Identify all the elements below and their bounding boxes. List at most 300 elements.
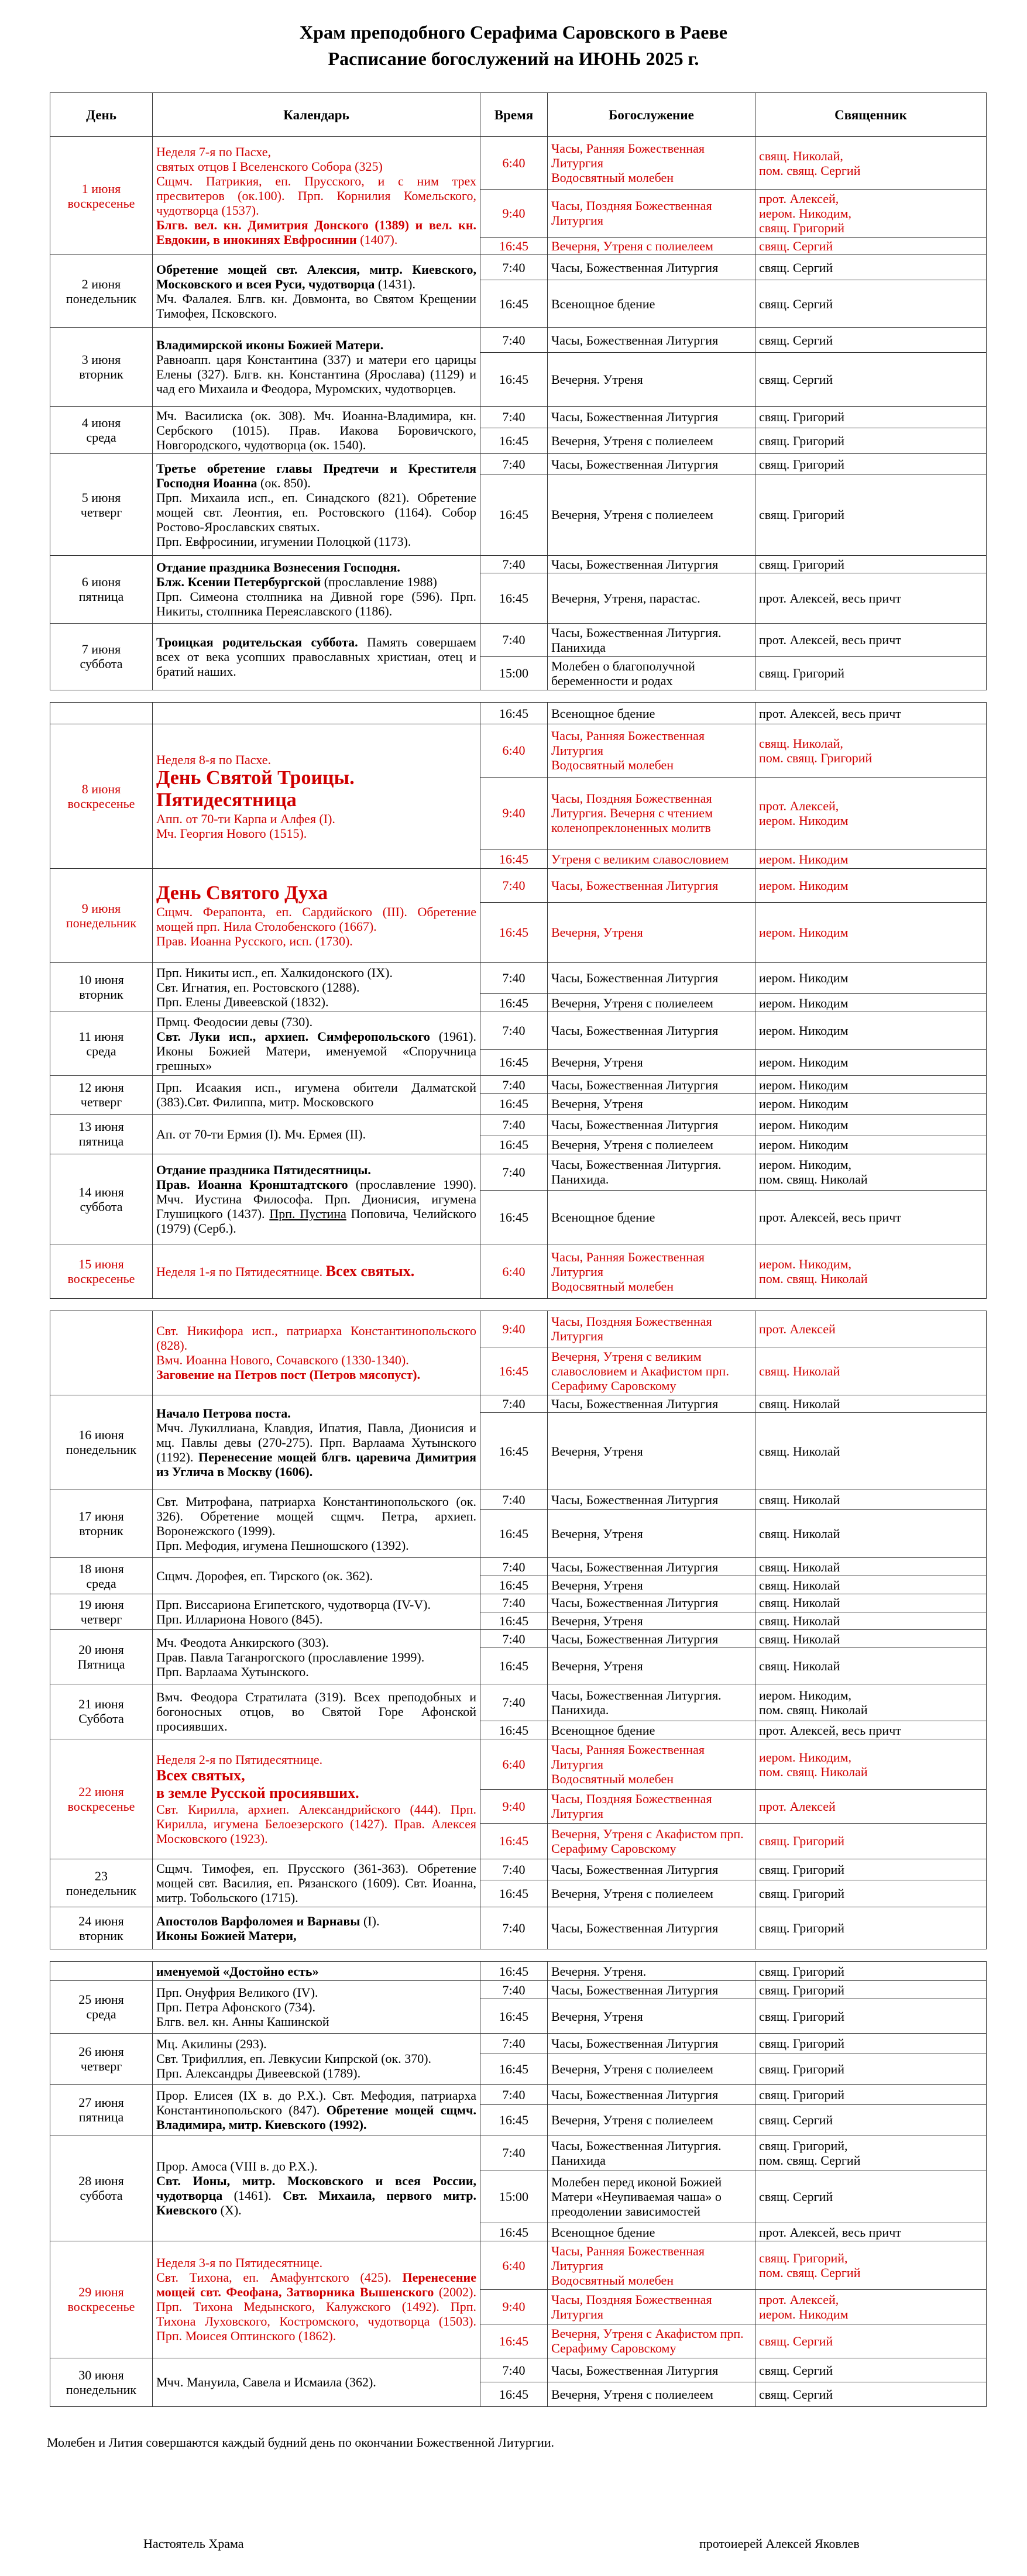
priest-cell: свящ. Григорий, пом. свящ. Сергий: [755, 2135, 987, 2171]
table-row: [50, 406, 987, 428]
time-cell: 7:40: [480, 2135, 548, 2171]
day-cell: 14 июня суббота: [50, 1154, 153, 1244]
calendar-cell: Неделя 8-я по Пасхе. День Святой Троицы. Пятидесятница Апп. от 70-ти Карпа и Алфея (I). Мч. Георгия Нового (1515).: [153, 724, 480, 869]
table-row: [50, 1630, 987, 1648]
calendar-cell: [153, 703, 480, 724]
time-cell: 7:40: [480, 255, 548, 280]
time-cell: 7:40: [480, 2084, 548, 2104]
time-cell: 16:45: [480, 2105, 548, 2135]
calendar-cell: Обретение мощей свт. Алексия, митр. Киевского, Московского и всея Руси, чудотворца (1431). Мч. Фалалея. Блгв. кн. Довмонта, во Святом Крещении Тимофея, Псковского.: [153, 255, 480, 328]
priest-cell: иером. Никодим: [755, 962, 987, 994]
service-cell: Вечерня, Утреня: [548, 1510, 755, 1558]
priest-cell: иером. Никодим, пом. свящ. Николай: [755, 1739, 987, 1789]
time-cell: 16:45: [480, 237, 548, 255]
time-cell: 9:40: [480, 2290, 548, 2324]
day-cell: 30 июня понедельник: [50, 2358, 153, 2406]
priest-cell: свящ. Сергий: [755, 2105, 987, 2135]
time-cell: 16:45: [480, 1999, 548, 2033]
priest-cell: прот. Алексей, иером. Никодим: [755, 2290, 987, 2324]
service-cell: Молебен о благополучной беременности и родах: [548, 656, 755, 690]
time-cell: 16:45: [480, 1880, 548, 1907]
service-cell: Вечерня, Утреня: [548, 1612, 755, 1630]
service-cell: Часы, Божественная Литургия: [548, 869, 755, 903]
priest-cell: свящ. Сергий: [755, 2382, 987, 2407]
time-cell: 16:45: [480, 1093, 548, 1114]
time-cell: 16:45: [480, 428, 548, 454]
calendar-cell: Отдание праздника Вознесения Господня. Блж. Ксении Петербургской (прославление 1988) Прп. Симеона столпника на Дивной горе (596). Прп. Никиты, столпника Переяславского (1186).: [153, 555, 480, 623]
time-cell: 16:45: [480, 1576, 548, 1594]
time-cell: 16:45: [480, 2382, 548, 2407]
signature-name: протоиерей Алексей Яковлев: [699, 2536, 860, 2551]
service-cell: Часы, Поздняя Божественная Литургия: [548, 2290, 755, 2324]
table-row: [50, 1490, 987, 1510]
priest-cell: свящ. Григорий: [755, 2033, 987, 2054]
priest-cell: иером. Никодим: [755, 902, 987, 962]
priest-cell: свящ. Сергий: [755, 255, 987, 280]
service-cell: Вечерня. Утреня.: [548, 1962, 755, 1981]
service-cell: Всенощное бдение: [548, 280, 755, 328]
priest-cell: свящ. Сергий: [755, 280, 987, 328]
day-cell: 21 июня Суббота: [50, 1684, 153, 1739]
time-cell: 16:45: [480, 1413, 548, 1490]
table-row: [50, 962, 987, 994]
priest-cell: свящ. Григорий: [755, 406, 987, 428]
priest-cell: свящ. Сергий: [755, 2171, 987, 2223]
day-cell: 4 июня среда: [50, 406, 153, 454]
time-cell: 7:40: [480, 328, 548, 353]
time-cell: 6:40: [480, 724, 548, 778]
calendar-cell: Сщмч. Тимофея, еп. Прусского (361-363). Обретение мощей свт. Василия, еп. Рязанского (1609). Свт. Иоанна, митр. Тобольского (1715).: [153, 1859, 480, 1907]
col-header-priest: Священник: [755, 93, 987, 137]
service-cell: Вечерня, Утреня с полиелеем: [548, 428, 755, 454]
day-cell: 11 июня среда: [50, 1012, 153, 1075]
priest-cell: свящ. Николай: [755, 1630, 987, 1648]
priest-cell: свящ. Николай: [755, 1347, 987, 1395]
signature-title: Настоятель Храма: [143, 2536, 244, 2551]
priest-cell: прот. Алексей, весь причт: [755, 623, 987, 656]
time-cell: 16:45: [480, 2223, 548, 2241]
priest-cell: иером. Никодим: [755, 1076, 987, 1094]
priest-cell: свящ. Николай: [755, 1648, 987, 1684]
table-row: [50, 454, 987, 474]
time-cell: 7:40: [480, 454, 548, 474]
priest-cell: иером. Никодим: [755, 869, 987, 903]
service-cell: Часы, Божественная Литургия: [548, 406, 755, 428]
time-cell: 9:40: [480, 1790, 548, 1823]
time-cell: 16:45: [480, 994, 548, 1012]
service-cell: Вечерня, Утреня: [548, 1093, 755, 1114]
service-cell: Вечерня, Утреня с полиелеем: [548, 1880, 755, 1907]
calendar-cell: Третье обретение главы Предтечи и Крестителя Господня Иоанна (ок. 850). Прп. Михаила исп., еп. Синадского (821). Обретение мощей свт. Леонтия, еп. Ростовского (1164). Собор Ростово-Ярославских святых. Прп. Евфросинии, игумении Полоцкой (1173).: [153, 454, 480, 555]
calendar-cell: День Святого Духа Сщмч. Ферапонта, еп. Сардийского (III). Обретение мощей прп. Нила Столобенского (1667). Прав. Иоанна Русского, исп. (1730).: [153, 869, 480, 963]
priest-cell: свящ. Николай: [755, 1395, 987, 1413]
calendar-cell: Неделя 1-я по Пятидесятнице. Всех святых.: [153, 1244, 480, 1299]
service-cell: Часы, Божественная Литургия. Панихида: [548, 2135, 755, 2171]
priest-cell: иером. Никодим: [755, 1012, 987, 1049]
service-cell: Вечерня, Утреня с полиелеем: [548, 2054, 755, 2085]
service-cell: Часы, Поздняя Божественная Литургия: [548, 1790, 755, 1823]
schedule-table-3: [50, 1311, 987, 1949]
service-cell: Часы, Божественная Литургия: [548, 2084, 755, 2104]
table-row: [50, 1076, 987, 1094]
day-cell: 27 июня пятница: [50, 2084, 153, 2135]
service-cell: Вечерня, Утреня: [548, 1049, 755, 1075]
service-cell: Вечерня, Утреня с полиелеем: [548, 994, 755, 1012]
table-row: [50, 1907, 987, 1949]
service-cell: Часы, Божественная Литургия: [548, 1012, 755, 1049]
day-cell: 18 июня среда: [50, 1558, 153, 1594]
table-row: [50, 1684, 987, 1721]
priest-cell: прот. Алексей, весь причт: [755, 1721, 987, 1739]
col-header-calendar: Календарь: [153, 93, 480, 137]
time-cell: 7:40: [480, 1594, 548, 1612]
time-cell: 7:40: [480, 555, 548, 573]
priest-cell: свящ. Григорий: [755, 1823, 987, 1859]
priest-cell: свящ. Сергий: [755, 237, 987, 255]
priest-cell: свящ. Николай: [755, 1594, 987, 1612]
calendar-cell: Неделя 7-я по Пасхе, святых отцов I Вселенского Собора (325) Сщмч. Патрикия, еп. Прусского, и с ним трех пресвитеров (ок.100). Прп. Корнилия Комельского, чудотворца (1537). Блгв. вел. кн. Димитрия Донского (1389) и вел. кн. Евдокии, в инокинях Евфросинии (1407).: [153, 137, 480, 255]
service-cell: Часы, Ранняя Божественная Литургия Водосвятный молебен: [548, 724, 755, 778]
priest-cell: свящ. Григорий: [755, 2054, 987, 2085]
time-cell: 7:40: [480, 1981, 548, 1999]
time-cell: 16:45: [480, 902, 548, 962]
service-cell: Часы, Божественная Литургия: [548, 1114, 755, 1136]
service-cell: Часы, Божественная Литургия: [548, 328, 755, 353]
priest-cell: прот. Алексей, иером. Никодим, свящ. Григорий: [755, 190, 987, 238]
priest-cell: иером. Никодим, пом. свящ. Николай: [755, 1684, 987, 1721]
service-cell: Вечерня, Утреня: [548, 1413, 755, 1490]
day-cell: [50, 1311, 153, 1395]
service-cell: Часы, Поздняя Божественная Литургия. Вечерня с чтением коленопреклоненных молитв: [548, 777, 755, 850]
schedule-table-1: [50, 92, 987, 690]
priest-cell: свящ. Григорий: [755, 474, 987, 556]
service-cell: Всенощное бдение: [548, 703, 755, 724]
time-cell: 16:45: [480, 474, 548, 556]
day-cell: 13 июня пятница: [50, 1114, 153, 1154]
calendar-cell: Мчч. Мануила, Савела и Исмаила (362).: [153, 2358, 480, 2406]
col-header-day: День: [50, 93, 153, 137]
calendar-cell: Апостолов Варфоломея и Варнавы (I). Иконы Божией Матери,: [153, 1907, 480, 1949]
priest-cell: прот. Алексей, весь причт: [755, 703, 987, 724]
service-cell: Утреня с великим славословием: [548, 850, 755, 869]
day-cell: 28 июня суббота: [50, 2135, 153, 2241]
table-row: [50, 1558, 987, 1576]
table-row: [50, 137, 987, 190]
time-cell: 15:00: [480, 2171, 548, 2223]
schedule-table-2: [50, 702, 987, 1299]
time-cell: 16:45: [480, 1510, 548, 1558]
service-cell: Часы, Божественная Литургия: [548, 255, 755, 280]
priest-cell: свящ. Николай: [755, 1612, 987, 1630]
priest-cell: свящ. Григорий: [755, 656, 987, 690]
time-cell: 7:40: [480, 2033, 548, 2054]
time-cell: 9:40: [480, 190, 548, 238]
day-cell: 5 июня четверг: [50, 454, 153, 555]
priest-cell: иером. Никодим: [755, 1136, 987, 1154]
priest-cell: иером. Никодим, пом. свящ. Николай: [755, 1244, 987, 1299]
priest-cell: прот. Алексей: [755, 1790, 987, 1823]
table-row: [50, 869, 987, 903]
priest-cell: прот. Алексей, весь причт: [755, 2223, 987, 2241]
priest-cell: свящ. Николай: [755, 1576, 987, 1594]
service-cell: Вечерня, Утреня, парастас.: [548, 573, 755, 624]
table-row: [50, 1311, 987, 1347]
day-cell: 6 июня пятница: [50, 555, 153, 623]
time-cell: 16:45: [480, 2054, 548, 2085]
priest-cell: свящ. Григорий: [755, 428, 987, 454]
footer-note: Молебен и Лития совершаются каждый будний день по окончании Божественной Литургии.: [47, 2435, 554, 2450]
service-cell: Часы, Божественная Литургия: [548, 1859, 755, 1880]
calendar-cell: Неделя 3-я по Пятидесятнице. Свт. Тихона, еп. Амафунтского (425). Перенесение мощей свт. Феофана, Затворника Вышенского (2002). Прп. Тихона Медынского, Калужского (1492). Прп. Тихона Луховского, Костромского, чудотворца (1503). Прп. Моисея Оптинского (1862).: [153, 2241, 480, 2358]
time-cell: 7:40: [480, 962, 548, 994]
table-row: [50, 623, 987, 656]
time-cell: 16:45: [480, 353, 548, 407]
service-cell: Вечерня, Утреня с полиелеем: [548, 1136, 755, 1154]
priest-cell: свящ. Григорий: [755, 555, 987, 573]
priest-cell: иером. Никодим: [755, 994, 987, 1012]
col-header-service: Богослужение: [548, 93, 755, 137]
service-cell: Часы, Ранняя Божественная Литургия Водосвятный молебен: [548, 1739, 755, 1789]
table-row: [50, 2241, 987, 2290]
day-cell: 25 июня среда: [50, 1981, 153, 2033]
priest-cell: свящ. Николай, пом. свящ. Сергий: [755, 137, 987, 190]
day-cell: 1 июня воскресенье: [50, 137, 153, 255]
service-cell: Вечерня, Утреня: [548, 1999, 755, 2033]
table-row: [50, 1981, 987, 1999]
priest-cell: прот. Алексей, иером. Никодим: [755, 777, 987, 850]
page-title: Храм преподобного Серафима Саровского в Раеве: [300, 22, 727, 43]
calendar-cell: Прп. Онуфрия Великого (IV). Прп. Петра Афонского (734). Блгв. вел. кн. Анны Кашинской: [153, 1981, 480, 2033]
day-cell: [50, 1962, 153, 1981]
service-cell: Вечерня, Утреня с полиелеем: [548, 2382, 755, 2407]
day-cell: 24 июня вторник: [50, 1907, 153, 1949]
service-cell: Часы, Божественная Литургия: [548, 1907, 755, 1949]
calendar-cell: Вмч. Феодора Стратилата (319). Всех преподобных и богоносных отцов, во Святой Горе Афонской просиявших.: [153, 1684, 480, 1739]
table-header-row: [50, 93, 987, 137]
service-cell: Часы, Божественная Литургия: [548, 1395, 755, 1413]
calendar-cell: Начало Петрова поста. Мчч. Лукиллиана, Клавдия, Ипатия, Павла, Дионисия и мц. Павлы девы (270-275). Прп. Варлаама Хутынского (1192). Перенесение мощей блгв. царевича Димитрия из Углича в Москву (1606).: [153, 1395, 480, 1490]
time-cell: 7:40: [480, 1395, 548, 1413]
time-cell: 16:45: [480, 280, 548, 328]
day-cell: 19 июня четверг: [50, 1594, 153, 1630]
day-cell: 16 июня понедельник: [50, 1395, 153, 1490]
calendar-cell: Троицкая родительская суббота. Память совершаем всех от века усопших православных христиан, отец и братий наших.: [153, 623, 480, 690]
priest-cell: свящ. Григорий: [755, 1907, 987, 1949]
priest-cell: прот. Алексей, весь причт: [755, 1190, 987, 1244]
calendar-cell: Прп. Никиты исп., еп. Халкидонского (IX). Свт. Игнатия, еп. Ростовского (1288). Прп. Елены Дивеевской (1832).: [153, 962, 480, 1012]
day-cell: 15 июня воскресенье: [50, 1244, 153, 1299]
time-cell: 7:40: [480, 1114, 548, 1136]
service-cell: Часы, Божественная Литургия: [548, 1630, 755, 1648]
calendar-cell: Сщмч. Дорофея, еп. Тирского (ок. 362).: [153, 1558, 480, 1594]
priest-cell: свящ. Николай, пом. свящ. Григорий: [755, 724, 987, 778]
priest-cell: свящ. Сергий: [755, 2324, 987, 2358]
calendar-cell: Свт. Митрофана, патриарха Константинопольского (ок. 326). Обретение мощей сщмч. Петра, архиеп. Воронежского (1999). Прп. Мефодия, игумена Пешношского (1392).: [153, 1490, 480, 1558]
table-row: [50, 2033, 987, 2054]
day-cell: 23 понедельник: [50, 1859, 153, 1907]
time-cell: 16:45: [480, 1648, 548, 1684]
service-cell: Часы, Божественная Литургия: [548, 1558, 755, 1576]
time-cell: 7:40: [480, 623, 548, 656]
priest-cell: свящ. Сергий: [755, 328, 987, 353]
time-cell: 16:45: [480, 703, 548, 724]
service-cell: Молебен перед иконой Божией Матери «Неупиваемая чаша» о преодолении зависимостей: [548, 2171, 755, 2223]
priest-cell: иером. Никодим: [755, 1049, 987, 1075]
calendar-cell: Владимирской иконы Божией Матери. Равноапп. царя Константина (337) и матери его царицы Елены (327). Блгв. кн. Константина (Ярослава) (1129) и чад его Михаила и Феодора, Муромских, чудотворцев.: [153, 328, 480, 406]
time-cell: 16:45: [480, 1190, 548, 1244]
time-cell: 7:40: [480, 1684, 548, 1721]
priest-cell: иером. Никодим: [755, 1093, 987, 1114]
table-row: [50, 1012, 987, 1049]
service-cell: Часы, Божественная Литургия: [548, 962, 755, 994]
service-cell: Часы, Божественная Литургия. Панихида: [548, 623, 755, 656]
day-cell: 3 июня вторник: [50, 328, 153, 406]
time-cell: 6:40: [480, 2241, 548, 2290]
table-row: [50, 1739, 987, 1789]
time-cell: 6:40: [480, 1244, 548, 1299]
priest-cell: иером. Никодим, пом. свящ. Николай: [755, 1154, 987, 1190]
day-cell: 26 июня четверг: [50, 2033, 153, 2084]
calendar-cell: Свт. Никифора исп., патриарха Константинопольского (828). Вмч. Иоанна Нового, Сочавского (1330-1340). Заговение на Петров пост (Петров мясопуст).: [153, 1311, 480, 1395]
service-cell: Часы, Божественная Литургия. Панихида.: [548, 1154, 755, 1190]
time-cell: 7:40: [480, 406, 548, 428]
priest-cell: свящ. Григорий: [755, 454, 987, 474]
service-cell: Часы, Поздняя Божественная Литургия: [548, 190, 755, 238]
time-cell: 16:45: [480, 1721, 548, 1739]
calendar-cell: Прор. Елисея (IX в. до Р.Х.). Свт. Мефодия, патриарха Константинопольского (847). Обретение мощей сщмч. Владимира, митр. Киевского (1992).: [153, 2084, 480, 2135]
service-cell: Часы, Поздняя Божественная Литургия: [548, 1311, 755, 1347]
table-row: [50, 1154, 987, 1190]
time-cell: 9:40: [480, 777, 548, 850]
day-cell: 10 июня вторник: [50, 962, 153, 1012]
service-cell: Вечерня, Утреня с Акафистом прп. Серафиму Саровскому: [548, 1823, 755, 1859]
time-cell: 16:45: [480, 850, 548, 869]
priest-cell: свящ. Николай: [755, 1510, 987, 1558]
table-row: [50, 724, 987, 778]
time-cell: 16:45: [480, 1823, 548, 1859]
table-row: [50, 328, 987, 353]
table-row: [50, 1114, 987, 1136]
time-cell: 15:00: [480, 656, 548, 690]
time-cell: 7:40: [480, 1490, 548, 1510]
day-cell: 29 июня воскресенье: [50, 2241, 153, 2358]
day-cell: 9 июня понедельник: [50, 869, 153, 963]
priest-cell: свящ. Григорий: [755, 1999, 987, 2033]
time-cell: 7:40: [480, 2358, 548, 2382]
time-cell: 7:40: [480, 1907, 548, 1949]
schedule-table-4: [50, 1961, 987, 2407]
time-cell: 7:40: [480, 1558, 548, 1576]
table-row: [50, 255, 987, 280]
calendar-cell: Неделя 2-я по Пятидесятнице. Всех святых, в земле Русской просиявших. Свт. Кирилла, архиеп. Александрийского (444). Прп. Кирилла, игумена Белоезерского (1427). Прав. Алексея Московского (1923).: [153, 1739, 480, 1859]
service-cell: Часы, Божественная Литургия: [548, 1594, 755, 1612]
table-row: [50, 2084, 987, 2104]
service-cell: Вечерня. Утреня: [548, 353, 755, 407]
table-row: [50, 703, 987, 724]
priest-cell: свящ. Сергий: [755, 2358, 987, 2382]
service-cell: Часы, Божественная Литургия: [548, 2358, 755, 2382]
day-cell: 17 июня вторник: [50, 1490, 153, 1558]
calendar-cell: Прп. Виссариона Египетского, чудотворца (IV-V). Прп. Иллариона Нового (845).: [153, 1594, 480, 1630]
service-cell: Вечерня, Утреня с полиелеем: [548, 474, 755, 556]
time-cell: 7:40: [480, 1630, 548, 1648]
calendar-cell: Прмц. Феодосии девы (730). Свт. Луки исп., архиеп. Симферопольского (1961). Иконы Божией Матери, именуемой «Споручница грешных»: [153, 1012, 480, 1075]
day-cell: 12 июня четверг: [50, 1076, 153, 1115]
service-cell: Часы, Божественная Литургия: [548, 555, 755, 573]
priest-cell: прот. Алексей: [755, 1311, 987, 1347]
time-cell: 16:45: [480, 1347, 548, 1395]
service-cell: Часы, Божественная Литургия: [548, 1981, 755, 1999]
priest-cell: иером. Никодим: [755, 850, 987, 869]
priest-cell: свящ. Григорий: [755, 1962, 987, 1981]
calendar-cell: Мч. Василиска (ок. 308). Мч. Иоанна-Владимира, кн. Сербского (1015). Прав. Иакова Боровичского, Новгородского, чудотворца (ок. 1540).: [153, 406, 480, 454]
priest-cell: свящ. Сергий: [755, 353, 987, 407]
priest-cell: свящ. Григорий: [755, 1880, 987, 1907]
service-cell: Вечерня, Утреня с полиелеем: [548, 237, 755, 255]
service-cell: Часы, Ранняя Божественная Литургия Водосвятный молебен: [548, 137, 755, 190]
priest-cell: свящ. Николай: [755, 1490, 987, 1510]
service-cell: Часы, Ранняя Божественная Литургия Водосвятный молебен: [548, 1244, 755, 1299]
table-row: [50, 555, 987, 573]
time-cell: 16:45: [480, 1612, 548, 1630]
day-cell: 7 июня суббота: [50, 623, 153, 690]
service-cell: Всенощное бдение: [548, 1190, 755, 1244]
day-cell: 8 июня воскресенье: [50, 724, 153, 869]
service-cell: Часы, Божественная Литургия: [548, 1490, 755, 1510]
priest-cell: свящ. Григорий, пом. свящ. Сергий: [755, 2241, 987, 2290]
col-header-time: Время: [480, 93, 548, 137]
time-cell: 7:40: [480, 1859, 548, 1880]
day-cell: 22 июня воскресенье: [50, 1739, 153, 1859]
calendar-cell: Прор. Амоса (VIII в. до Р.Х.). Свт. Ионы, митр. Московского и всея России, чудотворца (1461). Свт. Михаила, первого митр. Киевского (X).: [153, 2135, 480, 2241]
service-cell: Часы, Божественная Литургия: [548, 454, 755, 474]
priest-cell: свящ. Григорий: [755, 2084, 987, 2104]
table-row: [50, 1962, 987, 1981]
calendar-cell: Отдание праздника Пятидесятницы. Прав. Иоанна Кронштадтского (прославление 1990). Мчч. Иустина Философа. Прп. Дионисия, игумена Глушицкого (1437). Прп. Пустина Поповича, Челийского (1979) (Серб.).: [153, 1154, 480, 1244]
time-cell: 7:40: [480, 869, 548, 903]
service-cell: Всенощное бдение: [548, 2223, 755, 2241]
service-cell: Всенощное бдение: [548, 1721, 755, 1739]
time-cell: 7:40: [480, 1076, 548, 1094]
time-cell: 9:40: [480, 1311, 548, 1347]
service-cell: Вечерня, Утреня: [548, 1576, 755, 1594]
time-cell: 16:45: [480, 1136, 548, 1154]
table-row: [50, 2358, 987, 2382]
day-cell: 20 июня Пятница: [50, 1630, 153, 1684]
priest-cell: свящ. Николай: [755, 1413, 987, 1490]
priest-cell: прот. Алексей, весь причт: [755, 573, 987, 624]
priest-cell: свящ. Николай: [755, 1558, 987, 1576]
service-cell: Вечерня, Утреня с полиелеем: [548, 2105, 755, 2135]
priest-cell: свящ. Григорий: [755, 1981, 987, 1999]
time-cell: 16:45: [480, 1049, 548, 1075]
service-cell: Часы, Божественная Литургия: [548, 2033, 755, 2054]
time-cell: 16:45: [480, 2324, 548, 2358]
day-cell: 2 июня понедельник: [50, 255, 153, 328]
service-cell: Часы, Божественная Литургия. Панихида.: [548, 1684, 755, 1721]
table-row: [50, 1395, 987, 1413]
table-row: [50, 2135, 987, 2171]
time-cell: 7:40: [480, 1154, 548, 1190]
time-cell: 7:40: [480, 1012, 548, 1049]
table-row: [50, 1859, 987, 1880]
service-cell: Вечерня, Утреня: [548, 902, 755, 962]
service-cell: Вечерня, Утреня с Акафистом прп. Серафиму Саровскому: [548, 2324, 755, 2358]
day-cell: [50, 703, 153, 724]
calendar-cell: Ап. от 70-ти Ермия (I). Мч. Ермея (II).: [153, 1114, 480, 1154]
time-cell: 6:40: [480, 1739, 548, 1789]
service-cell: Вечерня, Утреня с великим славословием и Акафистом прп. Серафиму Саровскому: [548, 1347, 755, 1395]
